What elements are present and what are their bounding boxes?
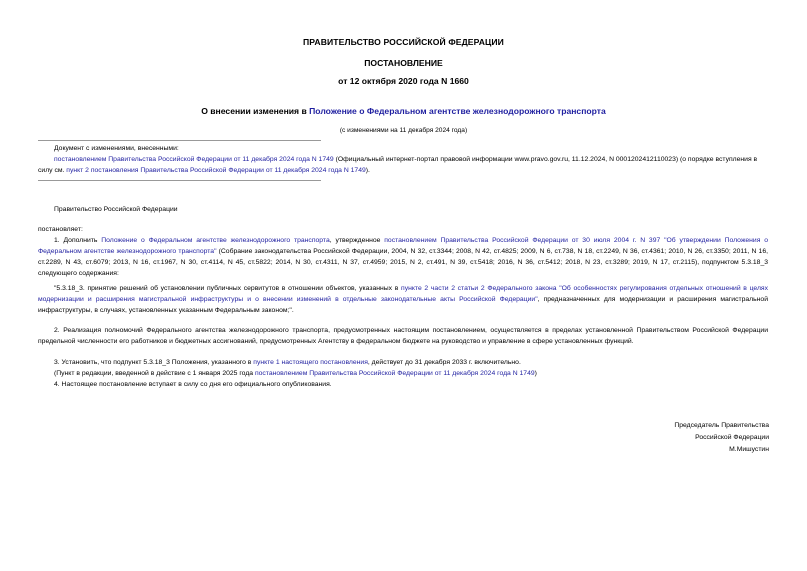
body-decides: [38, 224, 768, 235]
bottom-divider: [38, 180, 321, 181]
paragraph-1: [38, 235, 768, 279]
p2-text: 2. Реализация полномочий Федерального агентства железнодорожного транспорта, предусмотренных настоящим постановлением, осуществляется в пределах установленной Правительством Российской Федерации предельной численности его работников и бюджетных ассигнований, предусмотренных Агентству в федеральном бюджете на руководство и управление в сфере установленных функций.: [38, 327, 768, 345]
title-prefix: О внесении изменения в: [201, 106, 310, 116]
date-number-heading: от 12 октября 2020 года N 1660: [338, 76, 469, 86]
document-subtitle: (с изменениями на 11 декабря 2024 года): [339, 127, 468, 134]
p3-note-b: ): [534, 370, 537, 377]
changes-text-1: (Официальный интернет-портал правовой информации www.pravo.gov.ru, 11.12.2024, N 0001202412110023) (о порядке вступления в силу см.: [38, 156, 758, 174]
paragraph-3: [38, 357, 768, 390]
p3-note-link-decree[interactable]: постановлением Правительства Российской Федерации от 11 декабря 2024 года N 1749: [254, 370, 535, 377]
p3-text-b: , действует до 31 декабря 2033 г. включительно.: [367, 359, 521, 366]
doc-type-heading: ПОСТАНОВЛЕНИЕ: [364, 58, 443, 68]
changes-intro: Документ с изменениями, внесенными:: [54, 145, 179, 152]
changes-link-point2[interactable]: пункт 2 постановления Правительства Российской Федерации от 11 декабря 2024 года N 1749: [66, 167, 366, 174]
quote-link-federal-law[interactable]: пункте 2 части 2 статьи 2 Федерального закона "Об особенностях регулирования отдельных отношений в целях модернизации и расширения магистральной инфраструктуры и о внесении изменений в отдельные законодательные акты Российской Федерации": [38, 285, 768, 303]
changes-text: [38, 154, 768, 176]
document-title: [0, 106, 807, 116]
changes-block: [38, 143, 768, 176]
signature-block: [674, 420, 769, 456]
org-heading: ПРАВИТЕЛЬСТВО РОССИЙСКОЙ ФЕДЕРАЦИИ: [303, 37, 504, 47]
paragraph-2: [38, 325, 768, 347]
signature-country: Российской Федерации: [695, 434, 769, 441]
p3-text-a: 3. Установить, что подпункт 5.3.18_3 Положения, указанного в: [54, 359, 254, 366]
quoted-subpoint: [38, 283, 768, 316]
decides-line: постановляет:: [38, 226, 83, 233]
p4-text: 4. Настоящее постановление вступает в силу со дня его официального опубликования.: [54, 381, 332, 388]
changes-text-2: ).: [365, 167, 370, 174]
title-link-regulation[interactable]: Положение о Федеральном агентстве железнодорожного транспорта: [309, 106, 606, 116]
signature-title: Председатель Правительства: [674, 422, 769, 429]
quote-text-a: "5.3.18_3. принятие решений об установлении публичных сервитутов в отношении объектов, указанных в: [54, 285, 402, 292]
p1-link-decree-397[interactable]: постановлением Правительства Российской Федерации от 30 июля 2004 г. N 397 "Об утверждении Положения о Федеральном агентстве железнодорожного транспорта": [38, 237, 768, 255]
p1-link-regulation[interactable]: Положение о Федеральном агентстве железнодорожного транспорта: [101, 237, 330, 244]
p1-text-a: 1. Дополнить: [54, 237, 102, 244]
p1-text-b: , утвержденное: [329, 237, 385, 244]
body-gov: [38, 204, 768, 215]
p3-note-a: (Пункт в редакции, введенной в действие с 1 января 2025 года: [54, 370, 255, 377]
p1-text-c: (Собрание законодательства Российской Федерации, 2004, N 32, ст.3344; 2008, N 42, ст.4825; 2009, N 6, ст.738, N 18, ст.2249, N 36, ст.4361; 2010, N 26, ст.3350; 2011, N 16, ст.2289, N 43, ст.6079; 2013, N 16, ст.1967, N 30, ст.4114, N 45, ст.5822; 2014, N 30, ст.4311, N 37, ст.4959; 2015, N 2, ст.491, N 39, ст.5418; 2016, N 36, ст.5412; 2018, N 23, ст.3289; 2019, N 17, ст.2115), подпунктом 5.3.18_3 следующего содержания:: [38, 248, 768, 277]
top-divider: [38, 140, 321, 141]
signature-name: М.Мишустин: [729, 446, 769, 453]
changes-link-decree[interactable]: постановлением Правительства Российской Федерации от 11 декабря 2024 года N 1749: [54, 156, 334, 163]
quote-text-b: , предназначенных для модернизации и расширения магистральной инфраструктуры, в случаях, установленных указанным Федеральным законом;".: [38, 296, 768, 314]
gov-line: Правительство Российской Федерации: [54, 206, 178, 213]
p3-link-point1[interactable]: пункте 1 настоящего постановления: [253, 359, 368, 366]
